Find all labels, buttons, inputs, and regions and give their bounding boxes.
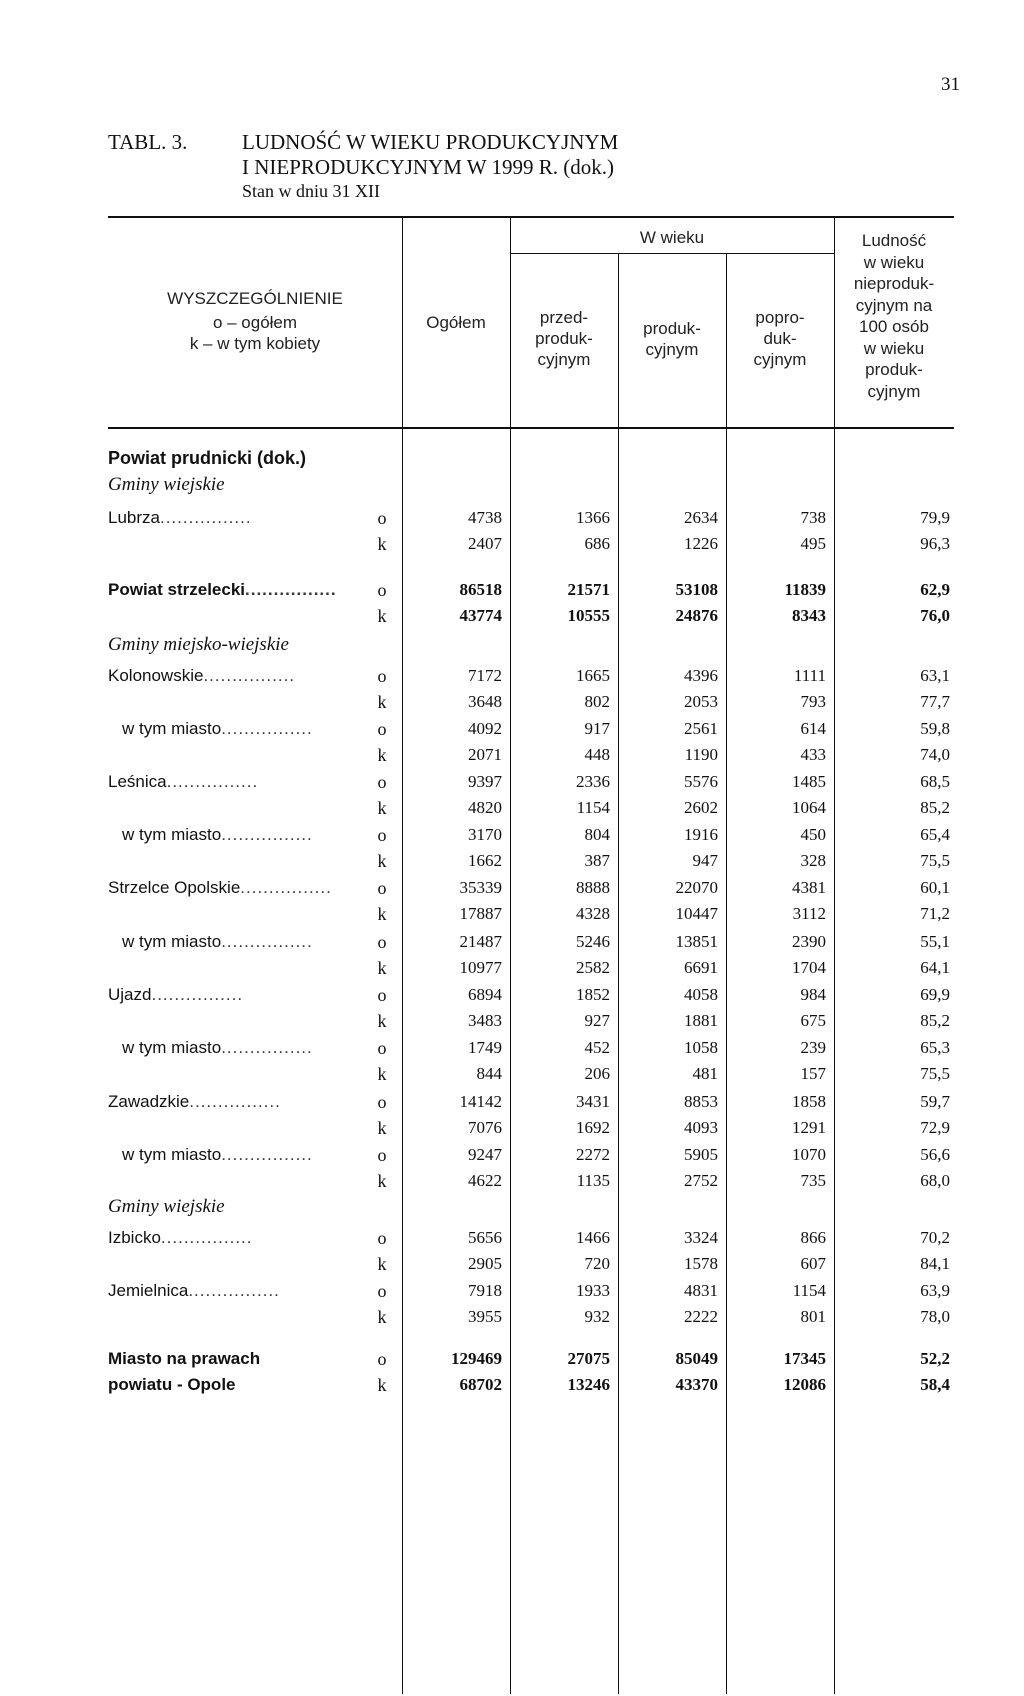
row-label: Miasto na prawach — [108, 1349, 261, 1368]
table-cell: 802 — [584, 692, 610, 711]
table-cell: 2634 — [684, 508, 718, 527]
table-cell: 4738 — [468, 508, 502, 527]
table-cell: 239 — [800, 1038, 826, 1057]
row-label-text: Lubrza — [108, 508, 160, 527]
table-cell: 78,0 — [920, 1307, 950, 1326]
table-cell: 69,9 — [920, 985, 950, 1004]
table-cell: 1858 — [792, 1092, 826, 1111]
o-marker: o — [377, 1145, 387, 1165]
table-cell: 74,0 — [920, 745, 950, 764]
o-marker: o — [377, 508, 387, 528]
table-cell: 844 — [476, 1064, 502, 1083]
table-cell: 85049 — [675, 1349, 718, 1368]
table-cell: 433 — [800, 745, 826, 764]
leader-dots: ................ — [245, 580, 337, 599]
row-label — [108, 985, 243, 1005]
table-cell: 1291 — [792, 1118, 826, 1137]
table-cell: 387 — [584, 851, 610, 870]
table-cell: 96,3 — [920, 534, 950, 553]
table-cell: 4622 — [468, 1171, 502, 1190]
section-gminy-wiejskie-2: Gminy wiejskie — [108, 1196, 225, 1217]
o-marker: o — [377, 1092, 387, 1112]
table-cell: 495 — [800, 534, 826, 553]
o-marker: o — [377, 878, 387, 898]
table-cell: 3648 — [468, 692, 502, 711]
table-cell: 10555 — [567, 606, 610, 625]
header-stub — [108, 288, 402, 354]
k-marker: k — [377, 1375, 387, 1395]
table-cell: 206 — [584, 1064, 610, 1083]
table-cell: 1662 — [468, 851, 502, 870]
row-label — [122, 825, 313, 845]
table-cell: 14142 — [459, 1092, 502, 1111]
table-cell: 5905 — [684, 1145, 718, 1164]
column-divider — [402, 216, 403, 1694]
table-cell: 68,5 — [920, 772, 950, 791]
table-subtitle: Stan w dniu 31 XII — [242, 181, 380, 201]
row-label — [122, 1145, 313, 1165]
row-label — [108, 580, 337, 600]
table-cell: 686 — [584, 534, 610, 553]
table-cell: 76,0 — [920, 606, 950, 625]
table-cell: 1111 — [793, 666, 826, 685]
table-cell: 6691 — [684, 958, 718, 977]
table-cell: 71,2 — [920, 904, 950, 923]
k-marker: k — [377, 1307, 387, 1327]
table-cell: 448 — [584, 745, 610, 764]
table-cell: 4058 — [684, 985, 718, 1004]
table-cell: 1226 — [684, 534, 718, 553]
table-cell: 1749 — [468, 1038, 502, 1057]
table-cell: 70,2 — [920, 1228, 950, 1247]
table-cell: 738 — [800, 508, 826, 527]
table-cell: 4328 — [576, 904, 610, 923]
row-label-text: Leśnica — [108, 772, 167, 791]
data-table — [108, 216, 954, 1696]
section-gminy-miejsko-wiejskie: Gminy miejsko-wiejskie — [108, 634, 289, 655]
table-cell: 4093 — [684, 1118, 718, 1137]
k-marker: k — [377, 1011, 387, 1031]
legend-o: o – ogółem — [212, 313, 298, 332]
header-wyszczegolnienie: WYSZCZEGÓLNIENIE — [167, 289, 343, 308]
table-cell: 27075 — [567, 1349, 610, 1368]
table-cell: 1366 — [576, 508, 610, 527]
table-cell: 4831 — [684, 1281, 718, 1300]
k-marker: k — [377, 1171, 387, 1191]
table-cell: 62,9 — [920, 580, 950, 599]
table-cell: 481 — [692, 1064, 718, 1083]
section-powiat-prudnicki: Powiat prudnicki (dok.) — [108, 448, 307, 468]
table-cell: 17345 — [783, 1349, 826, 1368]
table-cell: 63,1 — [920, 666, 950, 685]
table-cell: 452 — [584, 1038, 610, 1057]
row-label — [108, 666, 295, 686]
table-cell: 60,1 — [920, 878, 950, 897]
table-cell: 59,7 — [920, 1092, 950, 1111]
table-cell: 3955 — [468, 1307, 502, 1326]
leader-dots: ................ — [240, 878, 332, 897]
table-cell: 65,3 — [920, 1038, 950, 1057]
o-marker: o — [377, 932, 387, 952]
table-cell: 2561 — [684, 719, 718, 738]
table-label: TABL. 3. — [108, 130, 188, 154]
k-marker: k — [377, 1064, 387, 1084]
leader-dots: ................ — [203, 666, 296, 685]
table-cell: 4820 — [468, 798, 502, 817]
row-label — [122, 1038, 313, 1058]
table-cell: 21571 — [567, 580, 610, 599]
table-cell: 328 — [800, 851, 826, 870]
table-cell: 932 — [584, 1307, 610, 1326]
table-cell: 8343 — [792, 606, 826, 625]
row-label-text: Kolonowskie — [108, 666, 204, 685]
leader-dots: ................ — [160, 1228, 253, 1247]
table-cell: 1135 — [576, 1171, 610, 1190]
header-w-wieku: W wieku — [639, 228, 705, 247]
table-cell: 2602 — [684, 798, 718, 817]
table-cell: 10447 — [675, 904, 718, 923]
table-cell: 58,4 — [920, 1375, 950, 1394]
table-cell: 4396 — [684, 666, 718, 685]
table-cell: 1064 — [792, 798, 826, 817]
k-marker: k — [377, 851, 387, 871]
table-cell: 1933 — [576, 1281, 610, 1300]
table-cell: 675 — [800, 1011, 826, 1030]
o-marker: o — [377, 580, 387, 600]
table-cell: 735 — [800, 1171, 826, 1190]
table-cell: 917 — [584, 719, 610, 738]
table-cell: 793 — [800, 692, 826, 711]
table-cell: 2336 — [576, 772, 610, 791]
row-label-text: w tym miasto — [122, 719, 222, 738]
table-cell: 804 — [584, 825, 610, 844]
header-bottom-rule — [108, 427, 954, 429]
leader-dots: ................ — [221, 932, 313, 951]
table-cell: 2390 — [792, 932, 826, 951]
k-marker: k — [377, 798, 387, 818]
table-cell: 68,0 — [920, 1171, 950, 1190]
table-cell: 157 — [800, 1064, 826, 1083]
table-cell: 75,5 — [920, 851, 950, 870]
row-label-text: Zawadzkie — [108, 1092, 190, 1111]
table-title-line2: I NIEPRODUKCYJNYM W 1999 R. (dok.) — [242, 155, 614, 179]
table-cell: 1852 — [576, 985, 610, 1004]
table-cell: 43774 — [459, 606, 502, 625]
table-title-line1: LUDNOŚĆ W WIEKU PRODUKCYJNYM — [242, 130, 619, 154]
table-heading — [108, 130, 618, 202]
table-cell: 1881 — [684, 1011, 718, 1030]
table-cell: 3112 — [792, 904, 826, 923]
row-label — [122, 932, 313, 952]
table-cell: 5576 — [684, 772, 718, 791]
table-cell: 5656 — [468, 1228, 502, 1247]
k-marker: k — [377, 1254, 387, 1274]
header-ogolem: Ogółem — [426, 313, 486, 332]
table-cell: 12086 — [783, 1375, 826, 1394]
k-marker: k — [377, 692, 387, 712]
row-label-text: Powiat strzelecki — [108, 580, 246, 599]
table-cell: 84,1 — [920, 1254, 950, 1273]
row-label: powiatu - Opole — [108, 1375, 236, 1394]
table-cell: 1154 — [576, 798, 610, 817]
o-marker: o — [377, 825, 387, 845]
table-cell: 2752 — [684, 1171, 718, 1190]
k-marker: k — [377, 958, 387, 978]
o-marker: o — [377, 1281, 387, 1301]
leader-dots: ................ — [188, 1281, 280, 1300]
row-label — [108, 878, 332, 898]
row-label-text: Ujazd — [108, 985, 152, 1004]
table-cell: 984 — [800, 985, 826, 1004]
table-cell: 53108 — [675, 580, 718, 599]
table-cell: 10977 — [459, 958, 502, 977]
table-cell: 1485 — [792, 772, 826, 791]
table-cell: 85,2 — [920, 1011, 950, 1030]
o-marker: o — [377, 772, 387, 792]
table-cell: 7172 — [468, 666, 502, 685]
column-divider — [510, 216, 511, 1694]
o-marker: o — [377, 1349, 387, 1369]
table-cell: 2053 — [684, 692, 718, 711]
table-cell: 63,9 — [920, 1281, 950, 1300]
table-cell: 3324 — [684, 1228, 718, 1247]
row-label-text: Strzelce Opolskie — [108, 878, 241, 897]
table-cell: 56,6 — [920, 1145, 950, 1164]
row-label — [122, 719, 313, 739]
table-cell: 79,9 — [920, 508, 950, 527]
table-cell: 64,1 — [920, 958, 950, 977]
table-cell: 21487 — [459, 932, 502, 951]
table-cell: 1665 — [576, 666, 610, 685]
table-cell: 13851 — [675, 932, 718, 951]
row-label-text: w tym miasto — [122, 932, 222, 951]
table-cell: 2222 — [684, 1307, 718, 1326]
table-cell: 43370 — [675, 1375, 718, 1394]
column-divider — [834, 216, 835, 1694]
row-label — [108, 772, 258, 792]
leader-dots: ................ — [221, 825, 313, 844]
k-marker: k — [377, 745, 387, 765]
table-cell: 55,1 — [920, 932, 950, 951]
k-marker: k — [377, 606, 387, 626]
table-cell: 1070 — [792, 1145, 826, 1164]
table-cell: 1578 — [684, 1254, 718, 1273]
table-cell: 3483 — [468, 1011, 502, 1030]
table-cell: 1058 — [684, 1038, 718, 1057]
table-cell: 59,8 — [920, 719, 950, 738]
table-cell: 77,7 — [920, 692, 950, 711]
table-cell: 8853 — [684, 1092, 718, 1111]
row-label-text: Izbicko — [108, 1228, 161, 1247]
table-cell: 7918 — [468, 1281, 502, 1300]
table-cell: 1190 — [684, 745, 718, 764]
header-przedprodukcyjnym: przed- produk- cyjnym — [535, 308, 593, 369]
table-cell: 72,9 — [920, 1118, 950, 1137]
table-cell: 1704 — [792, 958, 826, 977]
table-cell: 3170 — [468, 825, 502, 844]
table-cell: 24876 — [675, 606, 718, 625]
table-cell: 65,4 — [920, 825, 950, 844]
k-marker: k — [377, 534, 387, 554]
table-cell: 866 — [800, 1228, 826, 1247]
table-cell: 52,2 — [920, 1349, 950, 1368]
table-cell: 17887 — [459, 904, 502, 923]
table-cell: 22070 — [675, 878, 718, 897]
table-cell: 3431 — [576, 1092, 610, 1111]
header-poprodukcyjnym: popro- duk- cyjnym — [753, 308, 807, 369]
table-cell: 607 — [800, 1254, 826, 1273]
row-label — [108, 1281, 280, 1301]
leader-dots: ................ — [221, 719, 313, 738]
table-top-rule — [108, 216, 954, 218]
table-cell: 35339 — [459, 878, 502, 897]
table-cell: 1692 — [576, 1118, 610, 1137]
o-marker: o — [377, 1038, 387, 1058]
table-cell: 614 — [800, 719, 826, 738]
table-cell: 801 — [800, 1307, 826, 1326]
leader-dots: ................ — [221, 1145, 313, 1164]
k-marker: k — [377, 1118, 387, 1138]
table-cell: 1916 — [684, 825, 718, 844]
table-cell: 927 — [584, 1011, 610, 1030]
o-marker: o — [377, 985, 387, 1005]
table-cell: 85,2 — [920, 798, 950, 817]
table-cell: 2582 — [576, 958, 610, 977]
header-ludnosc-ratio: Ludność w wieku nieproduk- cyjnym na 100 osób w wieku produk- cyjnym — [853, 231, 935, 401]
table-cell: 5246 — [576, 932, 610, 951]
table-cell: 720 — [584, 1254, 610, 1273]
page-number: 31 — [941, 74, 960, 95]
table-cell: 4381 — [792, 878, 826, 897]
table-cell: 7076 — [468, 1118, 502, 1137]
row-label-text: w tym miasto — [122, 1038, 222, 1057]
table-cell: 2272 — [576, 1145, 610, 1164]
leader-dots: ................ — [166, 772, 259, 791]
table-cell: 2071 — [468, 745, 502, 764]
row-label-text: w tym miasto — [122, 825, 222, 844]
row-label-text: Jemielnica — [108, 1281, 189, 1300]
table-cell: 947 — [692, 851, 718, 870]
leader-dots: ................ — [159, 508, 252, 527]
legend-k: k – w tym kobiety — [189, 334, 321, 353]
table-cell: 13246 — [567, 1375, 610, 1394]
table-cell: 75,5 — [920, 1064, 950, 1083]
table-cell: 11839 — [784, 580, 826, 599]
table-cell: 2407 — [468, 534, 502, 553]
row-label-text: w tym miasto — [122, 1145, 222, 1164]
section-gminy-wiejskie: Gminy wiejskie — [108, 474, 225, 495]
table-cell: 6894 — [468, 985, 502, 1004]
table-cell: 9397 — [468, 772, 502, 791]
table-cell: 4092 — [468, 719, 502, 738]
table-cell: 2905 — [468, 1254, 502, 1273]
leader-dots: ................ — [151, 985, 244, 1004]
w-wieku-rule — [510, 253, 834, 254]
table-cell: 86518 — [459, 580, 502, 599]
table-cell: 1154 — [792, 1281, 826, 1300]
row-label — [108, 508, 252, 528]
table-cell: 1466 — [576, 1228, 610, 1247]
o-marker: o — [377, 666, 387, 686]
table-cell: 68702 — [459, 1375, 502, 1394]
leader-dots: ................ — [221, 1038, 313, 1057]
table-cell: 450 — [800, 825, 826, 844]
k-marker: k — [377, 904, 387, 924]
table-cell: 8888 — [576, 878, 610, 897]
o-marker: o — [377, 719, 387, 739]
row-label — [108, 1228, 253, 1248]
table-cell: 9247 — [468, 1145, 502, 1164]
leader-dots: ................ — [189, 1092, 281, 1111]
row-label — [108, 1092, 281, 1112]
o-marker: o — [377, 1228, 387, 1248]
header-produkcyjnym: produk- cyjnym — [643, 319, 701, 359]
table-cell: 129469 — [451, 1349, 502, 1368]
